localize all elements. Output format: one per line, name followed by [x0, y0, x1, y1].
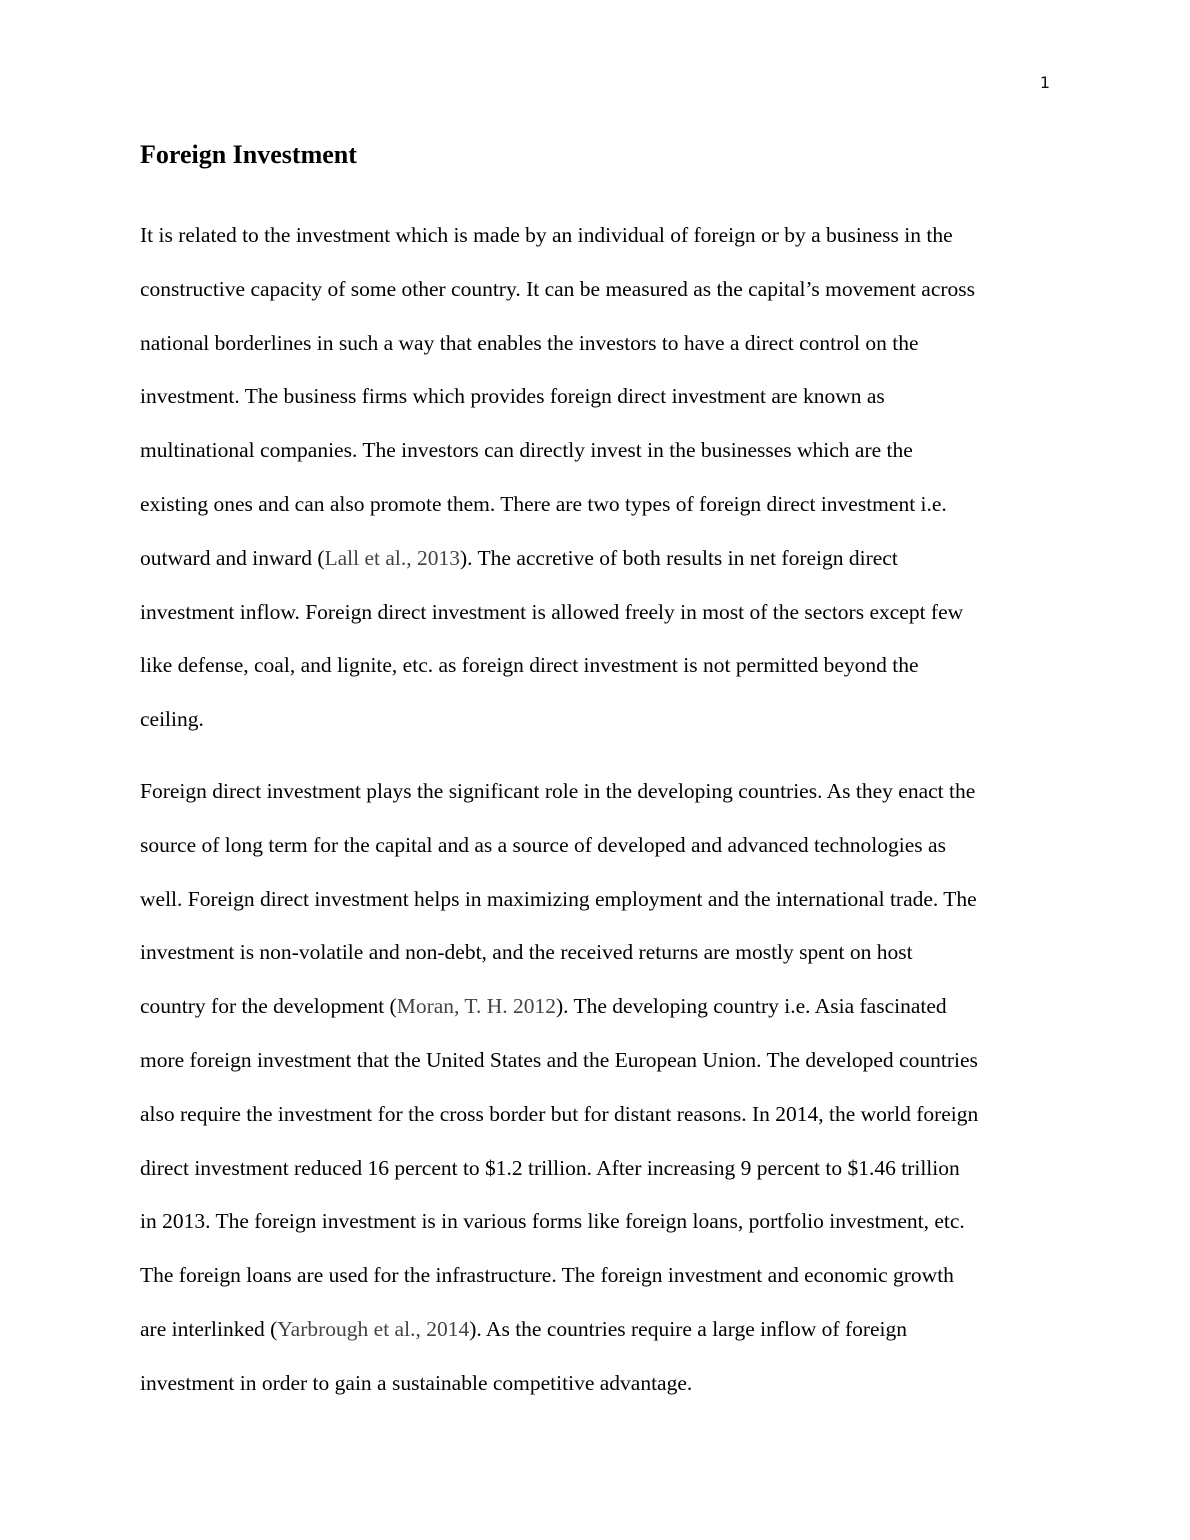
- citation-yarbrough-2014: Yarbrough et al., 2014: [277, 1316, 470, 1341]
- text-line: in 2013. The foreign investment is in various forms like foreign loans, portfolio investment, etc.: [140, 1209, 965, 1234]
- text-line-with-citation: [140, 980, 1055, 1034]
- paragraph-2: [140, 765, 1055, 1411]
- line-text-before: country for the development (: [140, 994, 397, 1019]
- text-line: national borderlines in such a way that enables the investors to have a direct control on the: [140, 330, 919, 355]
- text-line: investment inflow. Foreign direct investment is allowed freely in most of the sectors except few: [140, 599, 964, 624]
- text-line: constructive capacity of some other country. It can be measured as the capital’s movement across: [140, 276, 976, 301]
- line-text-after: ). As the countries require a large inflow of foreign: [469, 1316, 908, 1341]
- text-line: multinational companies. The investors can directly invest in the businesses which are the: [140, 438, 913, 463]
- paragraph-1: [140, 209, 1055, 747]
- text-line: investment is non-volatile and non-debt, and the received returns are mostly spent on host: [140, 940, 913, 965]
- line-text-after: ). The developing country i.e. Asia fascinated: [555, 994, 947, 1019]
- text-line: well. Foreign direct investment helps in maximizing employment and the international trade. The: [140, 886, 977, 911]
- citation-moran-2012: Moran, T. H. 2012: [396, 994, 556, 1019]
- text-line: It is related to the investment which is made by an individual of foreign or by a business in the: [140, 223, 953, 247]
- text-line: investment. The business firms which provides foreign direct investment are known as: [140, 384, 885, 409]
- line-text-before: outward and inward (: [140, 545, 325, 570]
- text-line: Foreign direct investment plays the significant role in the developing countries. As they enact the: [140, 779, 976, 803]
- citation-lall-2013: Lall et al., 2013: [324, 545, 461, 570]
- text-line: direct investment reduced 16 percent to $1.2 trillion. After increasing 9 percent to $1.46 trillion: [140, 1155, 960, 1180]
- text-line: source of long term for the capital and as a source of developed and advanced technologies as: [140, 832, 946, 857]
- text-line: like defense, coal, and lignite, etc. as foreign direct investment is not permitted beyond the: [140, 653, 919, 678]
- text-line: also require the investment for the cross border but for distant reasons. In 2014, the world foreign: [140, 1101, 979, 1126]
- line-text-after: ). The accretive of both results in net foreign direct: [460, 545, 898, 570]
- text-line-with-citation: [140, 532, 1055, 586]
- text-line-with-citation: [140, 1303, 1055, 1357]
- line-text-before: are interlinked (: [140, 1316, 278, 1341]
- document-title: Foreign Investment: [140, 140, 357, 169]
- text-line: more foreign investment that the United States and the European Union. The developed countries: [140, 1047, 978, 1072]
- text-line: The foreign loans are used for the infrastructure. The foreign investment and economic growth: [140, 1263, 954, 1288]
- text-line: ceiling.: [140, 707, 204, 732]
- text-line: investment in order to gain a sustainable competitive advantage.: [140, 1370, 693, 1395]
- text-line: existing ones and can also promote them. There are two types of foreign direct investment i.e.: [140, 491, 947, 516]
- page-number: 1: [1039, 73, 1050, 92]
